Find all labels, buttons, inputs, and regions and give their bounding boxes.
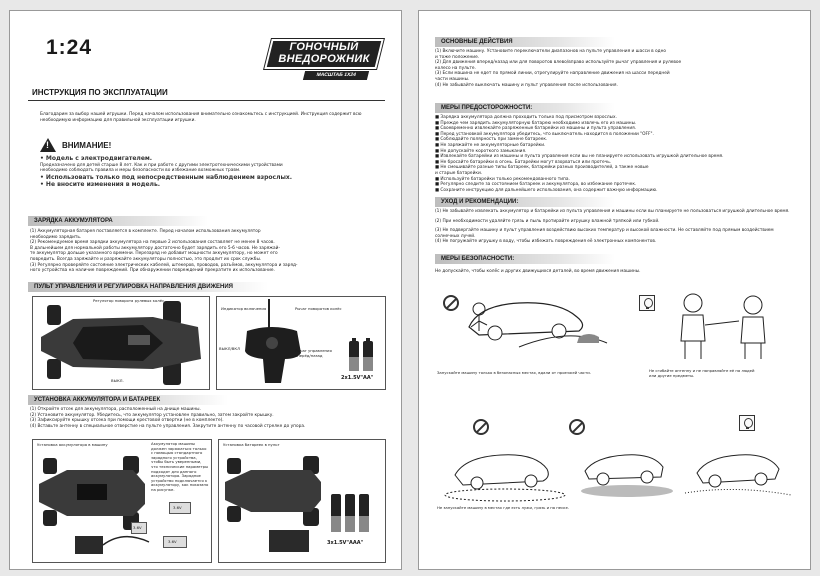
children-antenna-illustration	[663, 291, 793, 361]
lightbulb-icon	[639, 295, 655, 311]
battery-pack-label-b: 3.6V	[131, 522, 147, 534]
remote-battery-title: Установка батареек в пульт	[223, 442, 280, 447]
battery-holder-illustration	[269, 530, 309, 552]
remote-power-label: ВЫКЛ/ВКЛ	[219, 346, 240, 351]
aaa-batteries-icon	[329, 490, 375, 534]
scale-label: 1:24	[46, 36, 93, 59]
install-text: (1) Откройте отсек для аккумулятора, расположенный на днище машины. (2) Установите аккумулятор. Убедитесь, что аккумулятор установлен правильно, затем закройте крышку. (3) Зафиксируйте крышку отсека при помощи крестовой отвертки (не в комплекте). (4) Вставьте антенну в специальное отверстие на пульте управления. Закрутите антенну по часовой стрелке до упора.	[30, 407, 306, 429]
section-basic-heading: ОСНОВНЫЕ ДЕЙСТВИЯ	[435, 37, 615, 47]
safety-intro: Не допускайте, чтобы колёс и других движущихся деталей, во время движения машины.	[435, 269, 641, 274]
instruction-page-right	[418, 10, 811, 570]
prohibited-icon	[569, 419, 585, 435]
safety-caption-antenna-1: Не сгибайте антенну и не направляйте её на людей	[649, 368, 755, 373]
remote-indicator-label: Индикатор включения	[221, 306, 267, 311]
instruction-page-left	[9, 10, 402, 570]
prohibited-icon	[443, 295, 459, 311]
remote-battery-figure	[218, 439, 386, 563]
safety-caption-road: Запускайте машину только в безопасных местах, вдали от проезжей части.	[437, 370, 591, 375]
charger-cable-illustration	[73, 530, 153, 560]
battery-install-figure	[32, 439, 212, 563]
section-safety-heading: МЕРЫ БЕЗОПАСНОСТИ:	[435, 254, 615, 264]
section-care-heading: УХОД И РЕКОМЕНДАЦИИ:	[435, 197, 615, 207]
warning-header	[40, 138, 111, 152]
car-off-label: ВЫКЛ.	[111, 378, 124, 383]
intro-text: Благодарим за выбор нашей игрушки. Перед началом использования внимательно ознакомьтесь с инструкцией. Инструкция содержит всю необходимую информацию для правильной эксплуатации игрушки.	[40, 112, 362, 123]
safety-caption-antenna-2: или другие предметы.	[649, 373, 695, 378]
aa-battery-caption: 2x1.5V"AA"	[341, 375, 374, 381]
prohibited-icon	[473, 419, 489, 435]
logo-line2: ВНЕДОРОЖНИК	[278, 53, 370, 65]
battery-install-title: Установка аккумулятора в машину	[37, 442, 108, 447]
battery-pack-label-a: 3.6V	[169, 502, 191, 514]
car-steer-label: Регулятор поворота рулевых колёс	[93, 298, 165, 303]
aa-batteries-icon	[347, 337, 377, 373]
car-battery-slot-illustration	[223, 456, 323, 526]
basic-actions-text: (1) Включите машину. Установите переключатели диапазонов на пульте управления и шасси в одно и тоже положение. (2) Для движения вперед/назад или для поворотов влево/вправо используйте рычаг управления и рулевое колесо на пульте. (3) Если машина не едет по прямой линии, отрегулируйте направление движения на шасси передней части машины. (4) Не забывайте выключать машину и пульт управления после использования.	[435, 49, 682, 88]
remote-direction-label: вперёд/назад	[295, 353, 323, 358]
warning-body: • Модель с электродвигателем. Предназначено для детей старше 8 лет. Как и при работе с другими электротехническими устройствами необходимо соблюдать правила и меры безопасности во избежание возможных травм. • Использовать только под непосредственным наблюдением взрослых. • Не вносите изменения в модель.	[40, 155, 293, 189]
aaa-battery-caption: 3x1.5V"AAA"	[327, 540, 364, 546]
warning-title: ВНИМАНИЕ!	[62, 140, 112, 150]
logo-line1: ГОНОЧНЫЙ	[289, 41, 359, 53]
car-top-view-figure	[32, 296, 210, 390]
care-text: (1) Не забывайте извлекать аккумулятор и батарейки из пульта управления и машины если вы планируете не пользоваться игрушкой длительное время. (2) При необходимости удаляйте грязь и пыль протирайте игрушку влажной тряпкой или губкой. (3) Не подвергайте машину и пульт управления воздействию высоких температур и высокой влажности. Не оставляйте под прямым воздействием солнечных лучей. (4) Не погружайте игрушку в воду, чтобы избежать повреждения её электронных компонентов.	[435, 209, 790, 245]
precautions-list: ■ Зарядка аккумулятора должна проходить только под присмотром взрослых. ■ Прежде чем зарядить аккумуляторную батарею необходимо извлечь его из машины. ■ Своевременно извлекайте разряженные батарейки из машины и пульта управления. ■ Перед установкой аккумулятора убедитесь, что выключатель находится в положении "OFF". ■ Соблюдайте полярность при замене батареек. ■ Не заряжайте не аккумуляторные батарейки. ■ Не допускайте короткого замыкания. ■ Извлекайте батарейки из машины и пульта управления если вы не планируете использовать игрушкой длительное время. ■ Не бросайте батарейки в огонь. Батарейки могут взорваться или протечь. ■ Не смешивайте разные типы батареек, батарейки разных производителей, а также новые и старые батарейки. ■ Используйте батарейки только рекомендованного типа. ■ Регулярно следите за состоянием батареек и аккумулятора, во избежание протечек. ■ Сохраните инструкцию для дальнейшего использования, она содержит важную информацию.	[435, 115, 724, 193]
page-title: ИНСТРУКЦИЯ ПО ЭКСПЛУАТАЦИИ	[32, 88, 168, 97]
remote-lever-label: Рычаг поворотов колёс	[295, 306, 342, 311]
car-road-illustration	[459, 287, 609, 351]
brand-logo	[268, 31, 380, 77]
section-install-heading: УСТАНОВКА АККУМУЛЯТОРА И БАТАРЕЕК	[28, 395, 228, 405]
logo-subtitle: МАСШТАБ 1Х24	[303, 71, 369, 80]
warning-icon	[40, 138, 56, 152]
battery-pack-label-c: 3.6V	[163, 536, 187, 548]
section-battery-charge-heading: ЗАРЯДКА АККУМУЛЯТОРА	[28, 216, 208, 226]
remote-figure	[216, 296, 386, 390]
remote-throttle-label: Рычаг управления	[295, 348, 332, 353]
charger-note: Аккумулятор машины должен заряжаться только с помощью стандартного зарядного устройства, чтобы быть уверенными, что технические параметры подходят для данного аккумулятора. Зарядное устройство подключается к аккумулятору, как показано на рисунке.	[151, 441, 209, 492]
safety-caption-terrain: Не запускайте машину в местах где есть лужи, грязь и на песке.	[437, 505, 570, 510]
puddle-mud-sand-illustration	[435, 435, 795, 505]
section-remote-heading: ПУЛЬТ УПРАВЛЕНИЯ И РЕГУЛИРОВКА НАПРАВЛЕНИЯ ДВИЖЕНИЯ	[28, 282, 268, 292]
battery-charge-text: (1) Аккумуляторная батарея поставляется в комплекте. Перед началом использования аккумулятор необходимо зарядить. (2) Рекомендуемое время зарядки аккумулятора на первые 2 использования составляет не менее 8 часов. В дальнейшем для нормальной работы аккумулятору достаточно будет зарядить его 5-6 часов. Не заряжай- те аккумулятор дольше указанного времени. Перезаряд не добавит мощности аккумулятору, но может его повредить. Всегда заряжайте и разряжайте аккумуляторы полностью, это продлит их срок службы. (3) Регулярно проверяйте состояние электрических кабелей, штекеров, проводов, разъёмов, аккумулятора и заряд- ного устройства на наличие повреждений. При обнаружении повреждений прекратите их использование.	[30, 229, 298, 274]
lightbulb-icon	[739, 415, 755, 431]
car-top-view-illustration	[33, 297, 209, 389]
section-precautions-heading: МЕРЫ ПРЕДОСТОРОЖНОСТИ:	[435, 103, 615, 113]
